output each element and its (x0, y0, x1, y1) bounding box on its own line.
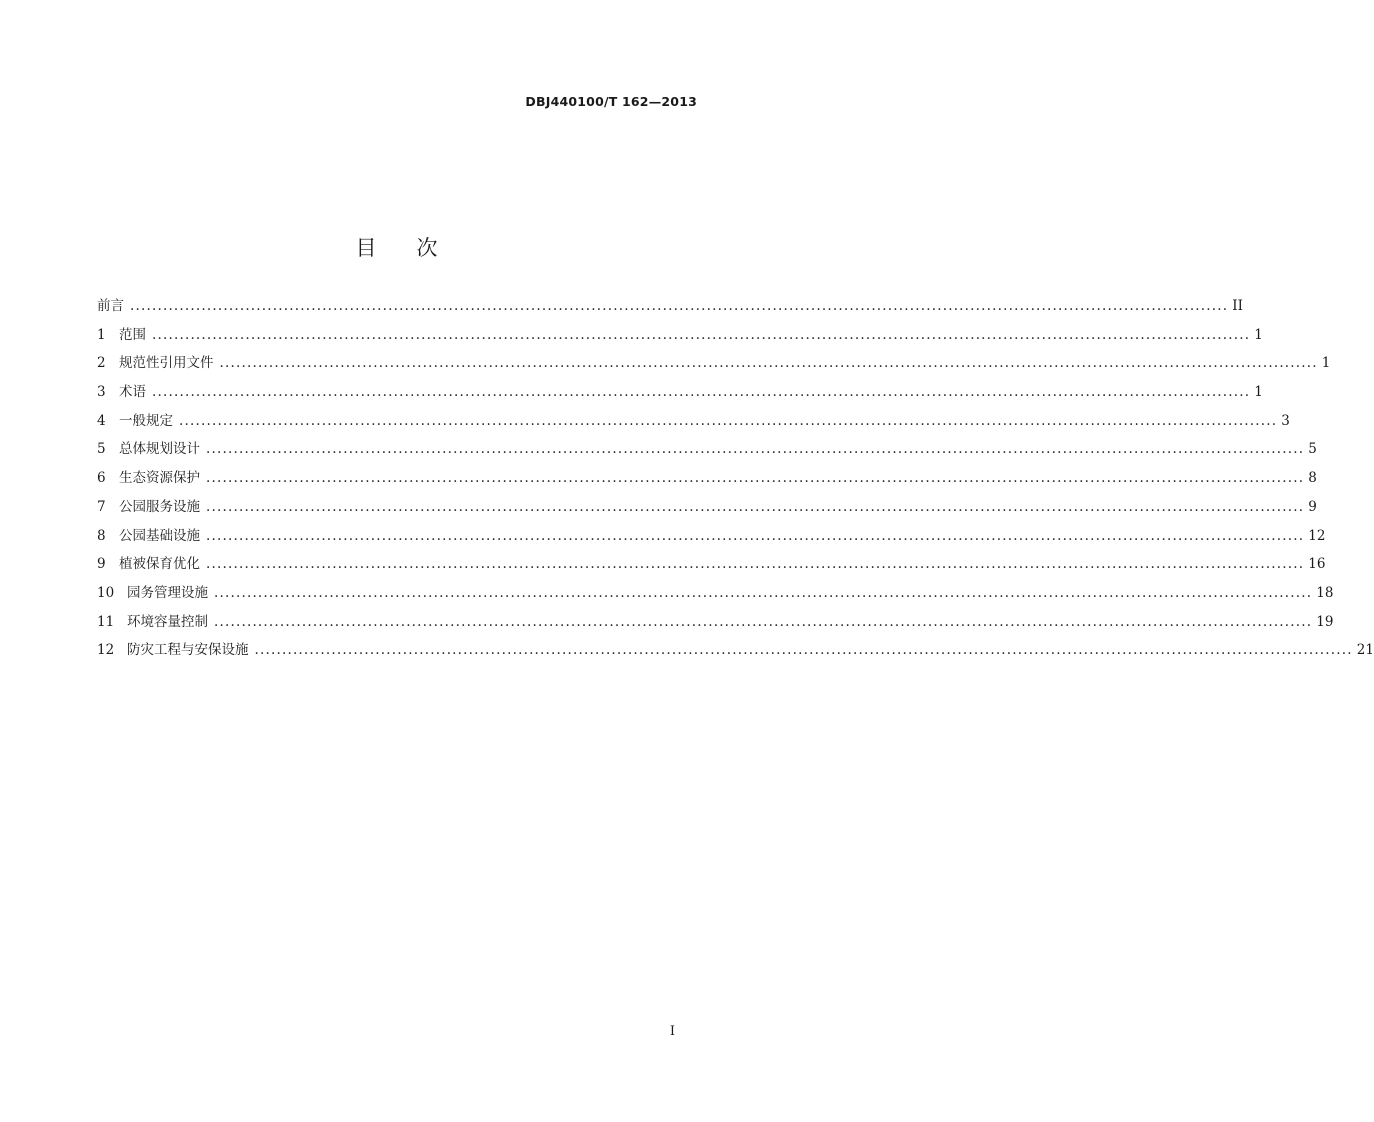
toc-entry-8[interactable] (97, 522, 1326, 551)
dot-leader: ........................................................................................................................................................................................................ (206, 470, 1305, 487)
toc-entry-page: 16 (1308, 556, 1326, 573)
toc-entry-number: 3 (97, 384, 106, 401)
dot-leader: ........................................................................................................................................................................................................ (206, 556, 1305, 573)
table-of-contents (97, 292, 1374, 665)
dot-leader: ........................................................................................................................................................................................................ (206, 441, 1305, 458)
toc-entry-number: 5 (97, 441, 106, 458)
dot-leader: ........................................................................................................................................................................................................ (219, 355, 1318, 372)
dot-leader: ........................................................................................................................................................................................................ (214, 584, 1313, 601)
toc-entry-label: 园务管理设施 (127, 584, 208, 601)
toc-entry-page: 19 (1316, 613, 1334, 630)
dot-leader: ........................................................................................................................................................................................................ (206, 498, 1305, 515)
toc-entry-number: 4 (97, 412, 106, 429)
toc-entry-page: 8 (1308, 470, 1317, 487)
toc-title-char-2: 次 (416, 236, 438, 260)
toc-entry-label: 公园服务设施 (119, 498, 200, 515)
toc-entry-page: 21 (1356, 642, 1374, 659)
toc-entry-5[interactable] (97, 435, 1317, 464)
dot-leader: ........................................................................................................................................................................................................ (206, 527, 1305, 544)
toc-entry-label: 生态资源保护 (119, 470, 200, 487)
toc-entry-2[interactable] (97, 349, 1331, 378)
toc-entry-number: 8 (97, 527, 106, 544)
toc-entry-page: 3 (1281, 412, 1290, 429)
toc-entry-label: 植被保育优化 (119, 556, 200, 573)
toc-entry-number: 12 (97, 642, 115, 659)
toc-entry-11[interactable] (97, 608, 1334, 637)
dot-leader: ........................................................................................................................................................................................................ (130, 298, 1229, 314)
toc-entry-page: 18 (1316, 584, 1334, 601)
toc-entry-label: 范围 (119, 326, 146, 343)
toc-entry-9[interactable] (97, 550, 1326, 579)
toc-entry-7[interactable] (97, 493, 1317, 522)
toc-entry-page: 5 (1308, 441, 1317, 458)
toc-entry-1[interactable] (97, 321, 1263, 350)
toc-entry-page: 9 (1308, 498, 1317, 515)
toc-entry-page: 1 (1321, 355, 1331, 372)
toc-entry-page: 12 (1308, 527, 1326, 544)
toc-entry-number: 2 (97, 355, 106, 372)
toc-entry-6[interactable] (97, 464, 1317, 493)
page-number: I (669, 1024, 675, 1039)
toc-entry-3[interactable] (97, 378, 1263, 407)
toc-entry-number: 10 (97, 584, 115, 601)
document-code: DBJ440100/T 162—2013 (525, 94, 697, 109)
dot-leader: ........................................................................................................................................................................................................ (254, 642, 1353, 659)
toc-entry-label: 一般规定 (119, 412, 173, 429)
dot-leader: ........................................................................................................................................................................................................ (214, 613, 1313, 630)
toc-title-char-1: 目 (355, 236, 377, 260)
toc-entry-number: 1 (97, 326, 106, 343)
toc-entry-page: 1 (1254, 384, 1263, 401)
dot-leader: ........................................................................................................................................................................................................ (179, 412, 1278, 429)
toc-title (0, 232, 793, 262)
dot-leader: ........................................................................................................................................................................................................ (152, 326, 1251, 343)
toc-entry-page: 1 (1254, 326, 1263, 343)
toc-entry-number: 7 (97, 498, 106, 515)
toc-entry-number: 6 (97, 470, 106, 487)
toc-entry-page: II (1232, 298, 1243, 314)
toc-entry-number: 11 (97, 613, 115, 630)
toc-entry-label: 环境容量控制 (127, 613, 208, 630)
toc-entry-10[interactable] (97, 579, 1334, 608)
dot-leader: ........................................................................................................................................................................................................ (152, 384, 1251, 401)
toc-entry-12[interactable] (97, 636, 1374, 665)
toc-entry-label: 规范性引用文件 (119, 355, 214, 372)
toc-entry-label: 公园基础设施 (119, 527, 200, 544)
toc-entry-label: 防灾工程与安保设施 (127, 642, 249, 659)
toc-entry-label: 总体规划设计 (119, 441, 200, 458)
toc-entry-number: 9 (97, 556, 106, 573)
toc-entry-foreword[interactable] (97, 292, 1243, 321)
toc-entry-label: 术语 (119, 384, 146, 401)
toc-entry-4[interactable] (97, 407, 1290, 436)
toc-entry-label: 前言 (97, 298, 124, 314)
